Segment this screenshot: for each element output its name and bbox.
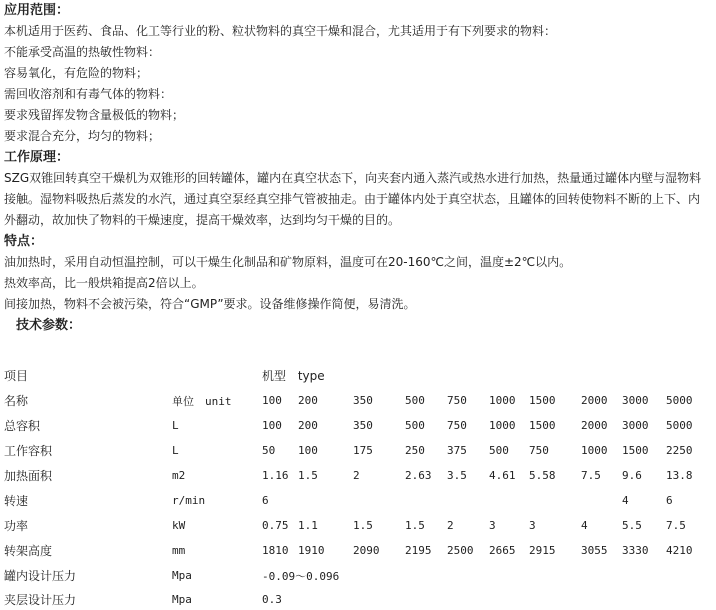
spec-cell: 3000	[622, 419, 649, 432]
spec-table-container	[4, 363, 714, 610]
feature-line: 油加热时，采用自动恒温控制，可以干燥生化制品和矿物原料，温度可在20-160℃之间，温度±2℃以内。	[4, 255, 572, 269]
spec-row-unit: mm	[172, 544, 186, 557]
spec-row-name: 名称	[4, 394, 29, 408]
spec-span-cell: -0.09～0.096	[262, 569, 340, 583]
spec-row	[4, 563, 714, 588]
spec-cell: 500	[489, 444, 509, 457]
spec-cell	[447, 488, 489, 513]
spec-cell: 1.1	[298, 519, 318, 532]
spec-row-name: 夹层设计压力	[4, 592, 77, 607]
spec-cell: 1910	[298, 544, 325, 557]
spec-cell: 6	[262, 494, 269, 507]
feature-line: 间接加热，物料不会被污染，符合“GMP”要求。设备维修操作简便，易清洗。	[4, 297, 416, 311]
spec-cell	[489, 488, 529, 513]
spec-cell	[581, 488, 622, 513]
application-line: 要求混合充分，均匀的物料；	[4, 129, 161, 143]
spec-cell: 500	[405, 419, 425, 432]
spec-cell: 6	[666, 494, 673, 507]
spec-row-name: 转速	[4, 494, 29, 508]
spec-cell: 2000	[581, 394, 608, 407]
spec-cell: 500	[405, 394, 425, 407]
spec-row	[4, 438, 714, 463]
spec-cell: 3055	[581, 544, 608, 557]
spec-row	[4, 588, 714, 610]
spec-cell: 2.63	[405, 469, 432, 482]
spec-row-unit: 单位 unit	[172, 394, 232, 408]
spec-row-name: 转架高度	[4, 544, 53, 558]
spec-cell: 350	[353, 419, 373, 432]
spec-cell: 100	[262, 394, 282, 407]
spec-cell: 2500	[447, 544, 474, 557]
spec-cell: 350	[353, 394, 373, 407]
specs-heading: 技术参数：	[16, 318, 82, 333]
spec-cell: 13.8	[666, 469, 693, 482]
product-description	[4, 0, 712, 336]
spec-cell: 375	[447, 444, 467, 457]
spec-cell: 175	[353, 444, 373, 457]
spec-cell: 4210	[666, 544, 693, 557]
spec-cell	[353, 488, 405, 513]
spec-cell: 2090	[353, 544, 380, 557]
spec-row-unit: m2	[172, 469, 186, 482]
header-item: 项目	[4, 369, 29, 383]
spec-cell: 5.5	[622, 519, 642, 532]
spec-cell: 0.75	[262, 519, 289, 532]
spec-cell: 7.5	[581, 469, 601, 482]
spec-cell: 2195	[405, 544, 432, 557]
spec-cell	[405, 488, 447, 513]
spec-row-name: 工作容积	[4, 444, 53, 458]
spec-row	[4, 488, 714, 513]
spec-row-unit: L	[172, 444, 179, 457]
header-model-label: 机型	[262, 369, 287, 383]
spec-span-cell: 0.3	[262, 592, 282, 606]
spec-row-name: 罐内设计压力	[4, 569, 77, 583]
spec-row	[4, 463, 714, 488]
spec-cell: 2250	[666, 444, 693, 457]
spec-cell: 9.6	[622, 469, 642, 482]
spec-cell: 750	[447, 419, 467, 432]
spec-row-name: 功率	[4, 519, 29, 533]
application-line: 要求残留挥发物含量极低的物料；	[4, 108, 185, 122]
spec-row-unit: kW	[172, 519, 186, 532]
spec-row-name: 加热面积	[4, 469, 53, 483]
spec-cell: 50	[262, 444, 276, 457]
spec-cell: 1000	[489, 394, 516, 407]
spec-cell: 5000	[666, 394, 693, 407]
spec-row-unit: Mpa	[172, 592, 192, 606]
spec-cell: 2665	[489, 544, 516, 557]
spec-header-row	[4, 363, 714, 388]
spec-cell: 3.5	[447, 469, 467, 482]
application-heading: 应用范围：	[4, 3, 70, 18]
spec-row-unit: Mpa	[172, 569, 192, 582]
features-heading: 特点：	[4, 234, 44, 249]
spec-cell	[529, 488, 581, 513]
application-line: 不能承受高温的热敏性物料：	[4, 45, 161, 59]
application-line: 本机适用于医药、食品、化工等行业的粉、粒状物料的真空干燥和混合，尤其适用于有下列要求的物料：	[4, 24, 557, 38]
spec-cell: 100	[298, 444, 318, 457]
header-model	[262, 363, 353, 388]
spec-cell: 1.5	[353, 519, 373, 532]
spec-row-unit: r/min	[172, 494, 206, 507]
principle-paragraph: SZG双锥回转真空干燥机为双锥形的回转罐体，罐内在真空状态下，向夹套内通入蒸汽或热水进行加热，热量通过罐体内壁与湿物料接触。湿物料吸热后蒸发的水汽，通过真空泵经真空排气管被抽走。由于罐体内处于真空状态，且罐体的回转使物料不断的上下、内外翻动，故加快了物料的干燥速度，提高干燥效率，达到均匀干燥的目的。	[4, 171, 702, 227]
spec-cell: 1810	[262, 544, 289, 557]
spec-cell: 5.58	[529, 469, 556, 482]
spec-cell: 200	[298, 394, 318, 407]
spec-cell: 200	[298, 419, 318, 432]
spec-row	[4, 513, 714, 538]
spec-cell: 1500	[529, 394, 556, 407]
spec-cell: 1.16	[262, 469, 289, 482]
spec-cell: 3330	[622, 544, 649, 557]
spec-cell: 5000	[666, 419, 693, 432]
spec-table	[4, 363, 714, 610]
spec-cell: 2915	[529, 544, 556, 557]
spec-cell: 1000	[489, 419, 516, 432]
application-line: 需回收溶剂和有毒气体的物料：	[4, 87, 173, 101]
spec-cell: 2	[353, 469, 360, 482]
spec-row-name: 总容积	[4, 419, 41, 433]
spec-cell: 1500	[529, 419, 556, 432]
spec-cell: 3000	[622, 394, 649, 407]
spec-cell: 3	[489, 519, 496, 532]
header-type-label: type	[297, 369, 325, 383]
spec-cell: 1500	[622, 444, 649, 457]
spec-cell: 7.5	[666, 519, 686, 532]
spec-cell: 4.61	[489, 469, 516, 482]
feature-line: 热效率高，比一般烘箱提高2倍以上。	[4, 276, 204, 290]
spec-cell: 1.5	[405, 519, 425, 532]
spec-cell: 750	[447, 394, 467, 407]
spec-row-unit: L	[172, 419, 179, 432]
spec-cell: 1000	[581, 444, 608, 457]
spec-row	[4, 538, 714, 563]
principle-heading: 工作原理：	[4, 150, 70, 165]
application-line: 容易氧化，有危险的物料；	[4, 66, 149, 80]
spec-cell: 250	[405, 444, 425, 457]
spec-row	[4, 388, 714, 413]
spec-cell: 3	[529, 519, 536, 532]
spec-cell: 4	[581, 519, 588, 532]
spec-cell	[298, 488, 353, 513]
spec-cell: 2000	[581, 419, 608, 432]
spec-cell: 4	[622, 494, 629, 507]
spec-row	[4, 413, 714, 438]
spec-cell: 100	[262, 419, 282, 432]
spec-cell: 2	[447, 519, 454, 532]
spec-cell: 1.5	[298, 469, 318, 482]
spec-cell: 750	[529, 444, 549, 457]
